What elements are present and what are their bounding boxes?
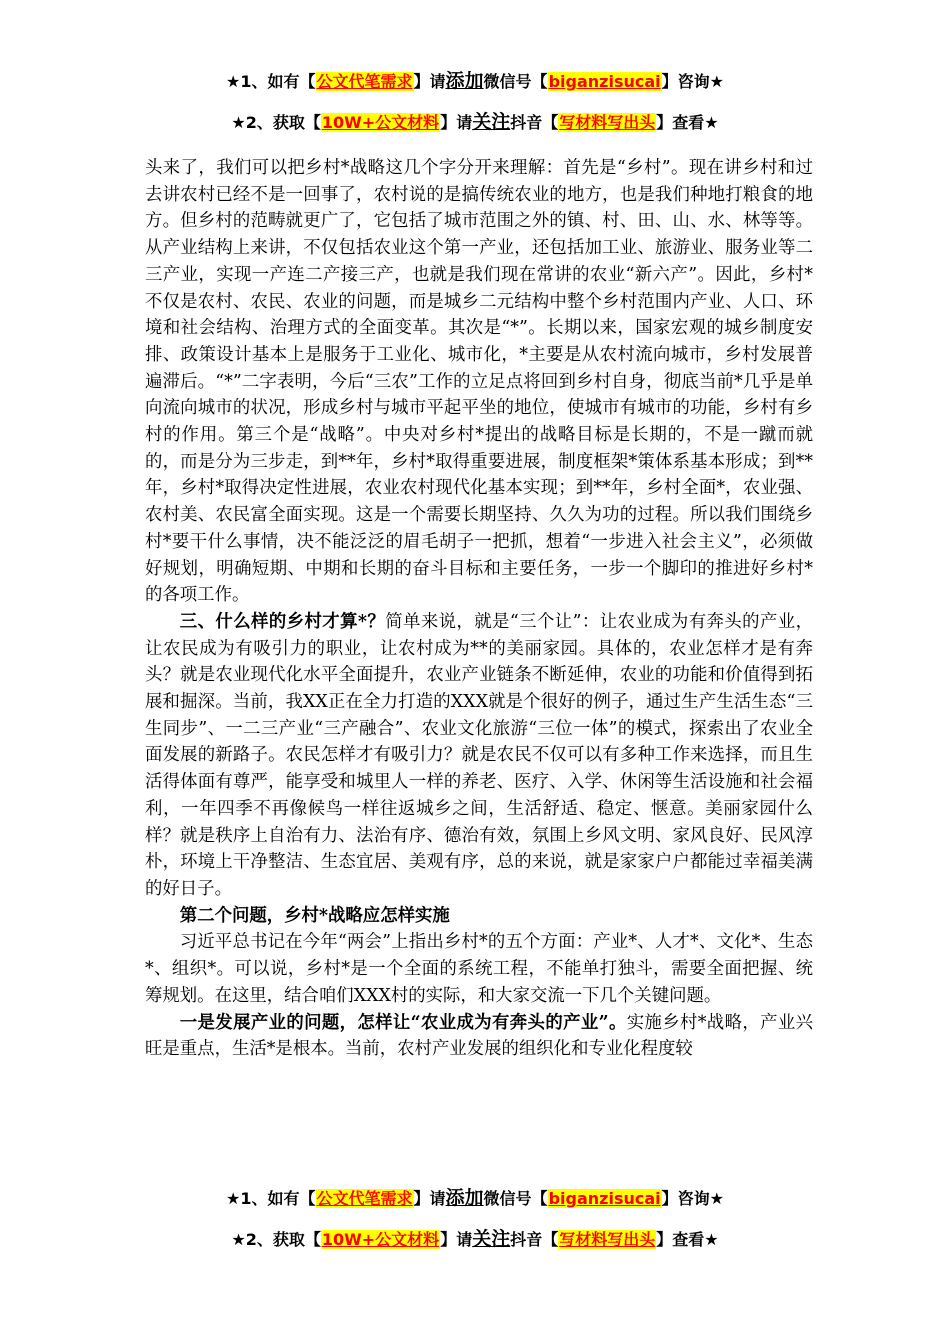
paragraph-1: 头来了，我们可以把乡村*战略这几个字分开来理解：首先是“乡村”。现在讲乡村和过去讲农村已经不是一回事了，农村说的是搞传统农业的地方，也是我们种地打粮食的地方。但乡村的范畴就更广了，它包括了城市范围之外的镇、村、田、山、水、林等等。从产业结构上来讲，不仅包括农业这个第一产业，还包括加工业、旅游业、服务业等二三产业，实现一产连二产接三产，也就是我们现在常讲的农业“新六产”。因此，乡村*不仅是农村、农民、农业的问题，而是城乡二元结构中整个乡村范围内产业、人口、环境和社会结构、治理方式的全面变革。其次是“*”。长期以来，国家宏观的城乡制度安排、政策设计基本上是服务于工业化、城市化，*主要是从农村流向城市，乡村发展普遍滞后。“*”二字表明，今后“三农”工作的立足点将回到乡村自身，彻底当前*几乎是单向流向城市的状况，形成乡村与城市平起平坐的地位，使城市有城市的功能，乡村有乡村的作用。第三个是“战略”。中央对乡村*提出的战略目标是长期的，不是一蹴而就的，而是分为三步走，到**年，乡村*取得重要进展，制度框架*策体系基本形成；到**年，乡村*取得决定性进展，农业农村现代化基本实现；到**年，乡村全面*，农业强、农村美、农民富全面实现。这是一个需要长期坚持、久久为功的过程。所以我们围绕乡村*要干什么事情，决不能泛泛的眉毛胡子一把抓，想着“一步进入社会主义”，必须做好规划，明确短期、中期和长期的奋斗目标和主要任务，一步一个脚印的推进好乡村*的各项工作。	[145, 158, 813, 606]
subheading-industry: 一是发展产业的问题，怎样让“农业成为有奔头的产业”。	[179, 1012, 627, 1033]
star-icon: ★	[704, 113, 719, 132]
section-heading-3: 三、什么样的乡村才算*？	[179, 611, 386, 632]
highlight-service: 公文代笔需求	[316, 72, 413, 91]
star-icon: ★	[704, 1230, 719, 1249]
star-icon: ★	[231, 1230, 246, 1249]
paragraph-3: 习近平总书记在今年“两会”上指出乡村*的五个方面：产业*、人才*、文化*、生态*、组织*。可以说，乡村*是一个全面的系统工程，不能单打独斗，需要全面把握、统筹规划。在这里，结合咱们XXX村的实际，和大家交流一下几个关键问题。	[145, 932, 813, 1006]
star-icon: ★	[231, 113, 246, 132]
highlight-wechat-id: biganzisucai	[548, 72, 661, 91]
header-line-1: ★1、如有【公文代笔需求】请添加微信号【biganzisucai】咨询★	[226, 70, 724, 92]
highlight-materials: 10W+公文材料	[321, 113, 440, 132]
highlight-wechat-id: biganzisucai	[548, 1189, 661, 1208]
highlight-douyin: 写材料写出头	[559, 113, 656, 132]
paragraph-4: 一是发展产业的问题，怎样让“农业成为有奔头的产业”。实施乡村*战略，产业兴旺是重点，生活*是根本。当前，农村产业发展的组织化和专业化程度较	[145, 1012, 813, 1060]
star-icon: ★	[709, 1189, 724, 1208]
footer-line-2: ★2、获取【10W+公文材料】请关注抖音【写材料写出头】查看★	[231, 1228, 719, 1250]
paragraph-2: 三、什么样的乡村才算*？简单来说，就是“三个让”：让农业成为有奔头的产业，让农民成为有吸引力的职业，让农村成为**的美丽家园。具体的，农业怎样才是有奔头？就是农业现代化水平全面提升，农业产业链条不断延伸，农业的功能和价值得到拓展和掘深。当前，我XX正在全力打造的XXX就是个很好的例子，通过生产生活生态“三生同步”、一二三产业“三产融合”、农业文化旅游“三位一体”的模式，探索出了农业全面发展的新路子。农民怎样才有吸引力？就是农民不仅可以有多种工作来选择，而且生活得体面有尊严，能享受和城里人一样的养老、医疗、入学、休闲等生活设施和社会福利，一年四季不再像候鸟一样往返城乡之间，生活舒适、稳定、惬意。美丽家园什么样？就是秩序上自治有力、法治有序、德治有效，氛围上乡风文明、家风良好、民风淳朴，环境上干净整洁、生态宜居、美观有序，总的来说，就是家家户户都能过幸福美满的好日子。	[145, 611, 813, 899]
heading-question-2: 第二个问题，乡村*战略应怎样实施	[179, 905, 450, 926]
footer-line-1: ★1、如有【公文代笔需求】请添加微信号【biganzisucai】咨询★	[226, 1187, 724, 1209]
highlight-douyin: 写材料写出头	[559, 1230, 656, 1249]
star-icon: ★	[226, 1189, 241, 1208]
star-icon: ★	[226, 72, 241, 91]
star-icon: ★	[709, 72, 724, 91]
document-body	[145, 155, 813, 1063]
highlight-service: 公文代笔需求	[316, 1189, 413, 1208]
header-line-2: ★2、获取【10W+公文材料】请关注抖音【写材料写出头】查看★	[231, 111, 719, 133]
highlight-materials: 10W+公文材料	[321, 1230, 440, 1249]
